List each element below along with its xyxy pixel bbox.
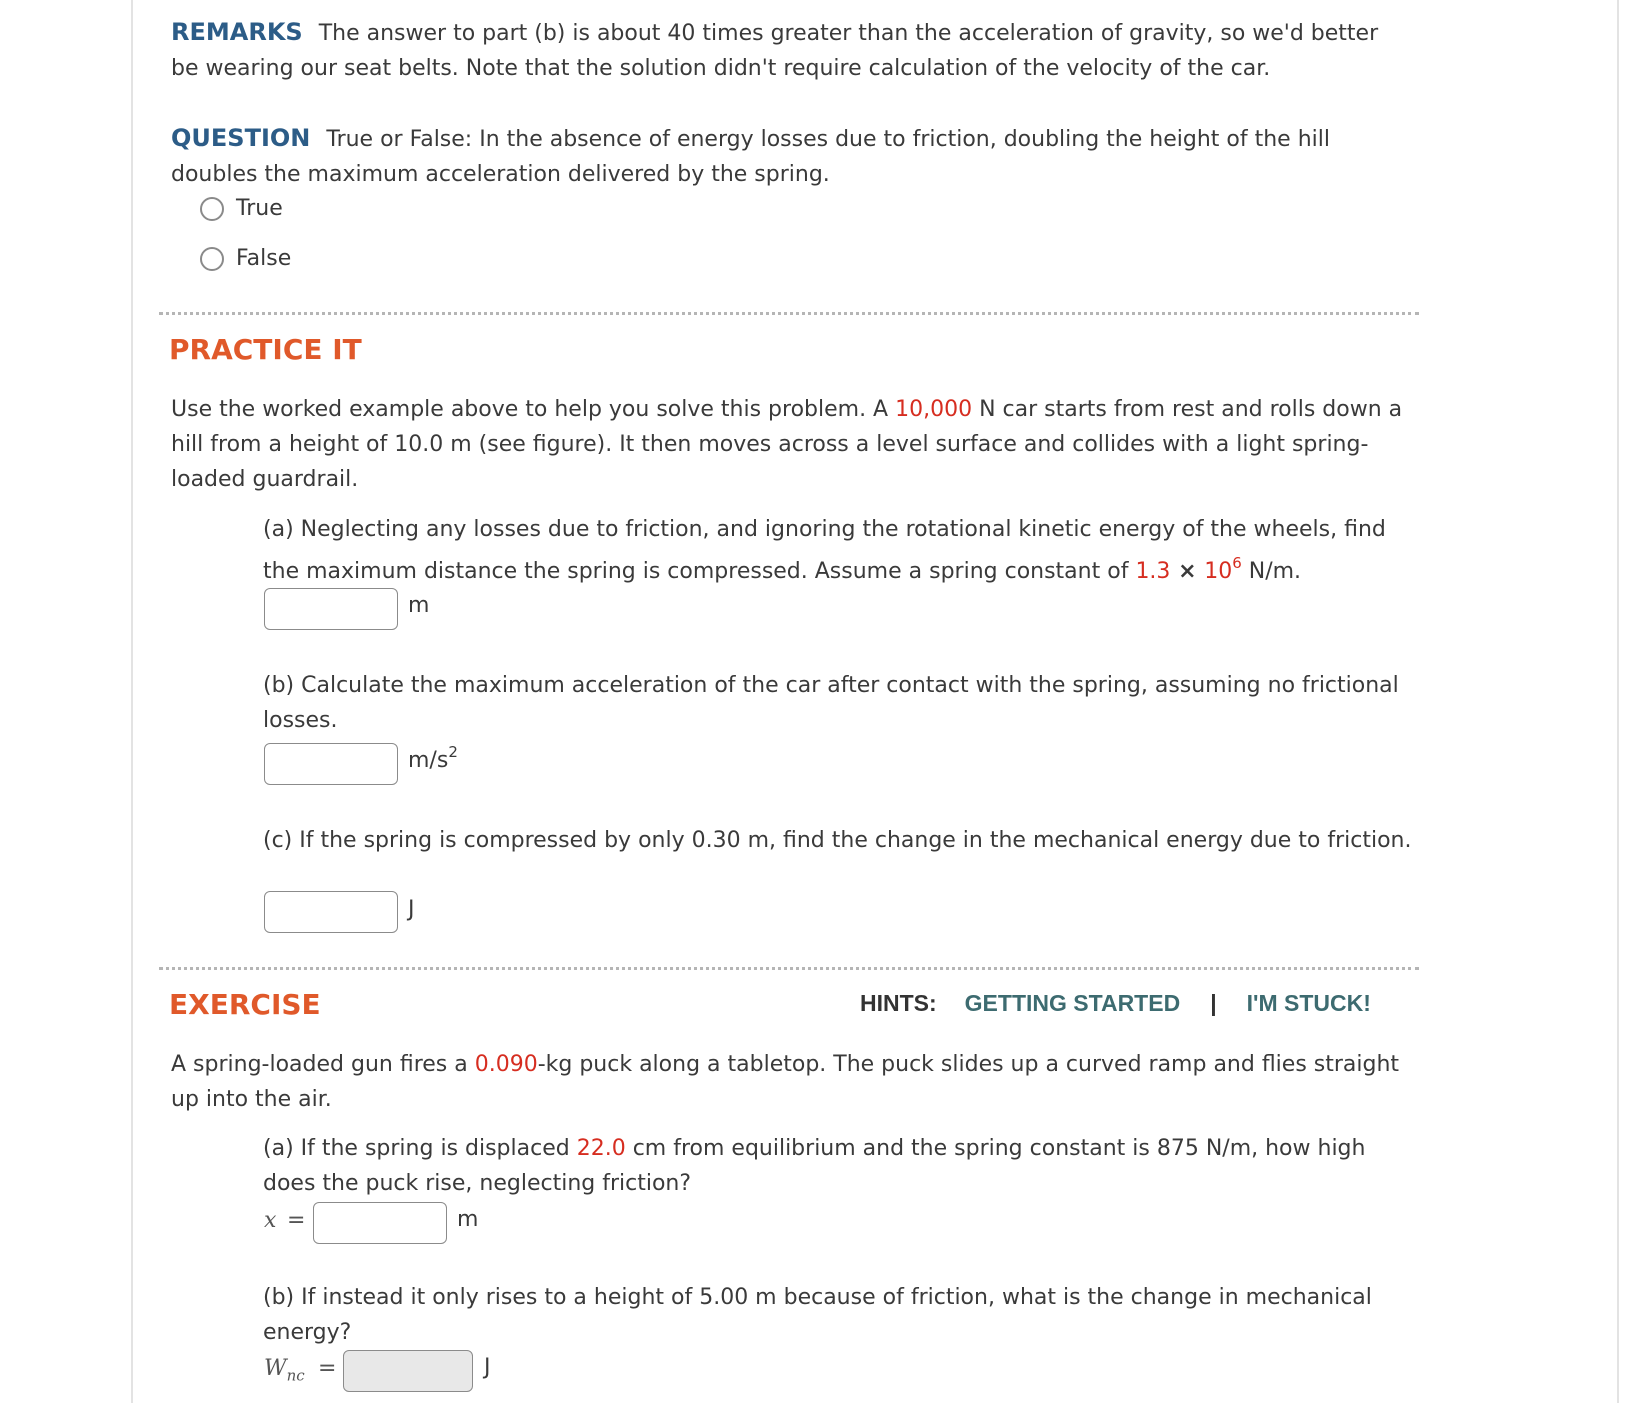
spring-constant-unit: N/m. (1241, 559, 1302, 584)
spring-constant-base-value: 10 (1204, 559, 1233, 584)
hints-bar (860, 990, 1371, 1017)
spring-displacement-value: 22.0 (576, 1136, 626, 1161)
w-variable: W (264, 1356, 287, 1381)
practice-part-a-text: (a) Neglecting any losses due to friction, and ignoring the rotational kinetic energy of the wheels, find the maximum distance the spring is compressed. Assume a spring constant of (263, 517, 1386, 584)
practice-unit-b-base: m/s (408, 748, 449, 773)
page-border-left (131, 0, 133, 1403)
remarks-text: The answer to part (b) is about 40 times greater than the acceleration of gravity, so we'd better be wearing our seat belts. Note that the solution didn't require calculation of the velocity of the car. (171, 21, 1379, 81)
practice-intro-text-1: Use the worked example above to help you solve this problem. A (171, 397, 896, 422)
practice-intro (171, 392, 1411, 497)
exercise-unit-b: J (484, 1355, 491, 1380)
exercise-title: EXERCISE (169, 988, 321, 1021)
w-nc-variable (264, 1356, 305, 1384)
option-false-label: False (236, 246, 292, 271)
exercise-intro (171, 1047, 1411, 1117)
x-equals: = (287, 1208, 306, 1233)
practice-unit-a: m (408, 593, 430, 618)
puck-mass-value: 0.090 (474, 1052, 538, 1077)
exercise-unit-a: m (457, 1207, 479, 1232)
question-paragraph (171, 121, 1411, 192)
exercise-answer-a-input[interactable] (313, 1202, 447, 1244)
exercise-intro-text-2: -kg puck along a tabletop. The puck slides up a curved ramp and flies straight up into the air. (171, 1052, 1400, 1112)
practice-unit-b-exp: 2 (448, 742, 458, 761)
question-label: QUESTION (171, 124, 311, 152)
exercise-part-b (263, 1280, 1413, 1350)
w-equals: = (318, 1356, 337, 1381)
practice-unit-c: J (408, 897, 415, 922)
practice-part-b-text: (b) Calculate the maximum acceleration of the car after contact with the spring, assuming no frictional losses. (263, 673, 1399, 733)
practice-title: PRACTICE IT (169, 333, 362, 366)
w-subscript: nc (286, 1366, 305, 1385)
exercise-part-a (263, 1131, 1413, 1201)
exercise-part-a-text-2: cm from equilibrium and the spring constant is 875 N/m, how high does the puck rise, neglecting friction? (263, 1136, 1366, 1196)
exercise-answer-b-input[interactable] (343, 1350, 473, 1392)
option-false[interactable] (200, 246, 291, 271)
spring-constant-base (1204, 553, 1242, 584)
getting-started-link[interactable]: GETTING STARTED (964, 990, 1181, 1016)
page-border-right (1617, 0, 1619, 1403)
exercise-part-b-text: (b) If instead it only rises to a height of 5.00 m because of friction, what is the change in mechanical energy? (263, 1285, 1372, 1345)
practice-part-b (263, 668, 1413, 738)
hints-label: HINTS: (860, 990, 937, 1016)
radio-true[interactable] (200, 197, 224, 221)
practice-part-c-text: (c) If the spring is compressed by only 0.30 m, find the change in the mechanical energy due to friction. (263, 828, 1412, 853)
section-divider (159, 312, 1419, 315)
practice-unit-b (408, 742, 458, 773)
car-weight-value: 10,000 (895, 397, 973, 422)
hints-separator: | (1210, 990, 1217, 1016)
practice-answer-c-input[interactable] (264, 891, 398, 933)
practice-answer-b-input[interactable] (264, 743, 398, 785)
spring-constant-mantissa: 1.3 (1135, 559, 1171, 584)
spring-constant-exponent: 6 (1232, 553, 1242, 572)
practice-part-a (263, 509, 1413, 593)
exercise-part-a-text-1: (a) If the spring is displaced (263, 1136, 577, 1161)
remarks-paragraph (171, 15, 1411, 86)
times-symbol: × (1170, 559, 1205, 584)
practice-answer-a-input[interactable] (264, 588, 398, 630)
im-stuck-link[interactable]: I'M STUCK! (1246, 990, 1371, 1016)
remarks-label: REMARKS (171, 18, 303, 46)
practice-part-c (263, 823, 1413, 858)
practice-intro-text-2: N car starts from rest and rolls down a hill from a height of 10.0 m (see figure). It then moves across a level surface and collides with a light spring-loaded guardrail. (171, 397, 1403, 492)
option-true-label: True (236, 196, 283, 221)
option-true[interactable] (200, 196, 283, 221)
x-variable: x (264, 1208, 277, 1233)
question-text: True or False: In the absence of energy losses due to friction, doubling the height of the hill doubles the maximum acceleration delivered by the spring. (171, 127, 1330, 187)
exercise-intro-text-1: A spring-loaded gun fires a (171, 1052, 475, 1077)
section-divider-2 (159, 967, 1419, 970)
radio-false[interactable] (200, 247, 224, 271)
